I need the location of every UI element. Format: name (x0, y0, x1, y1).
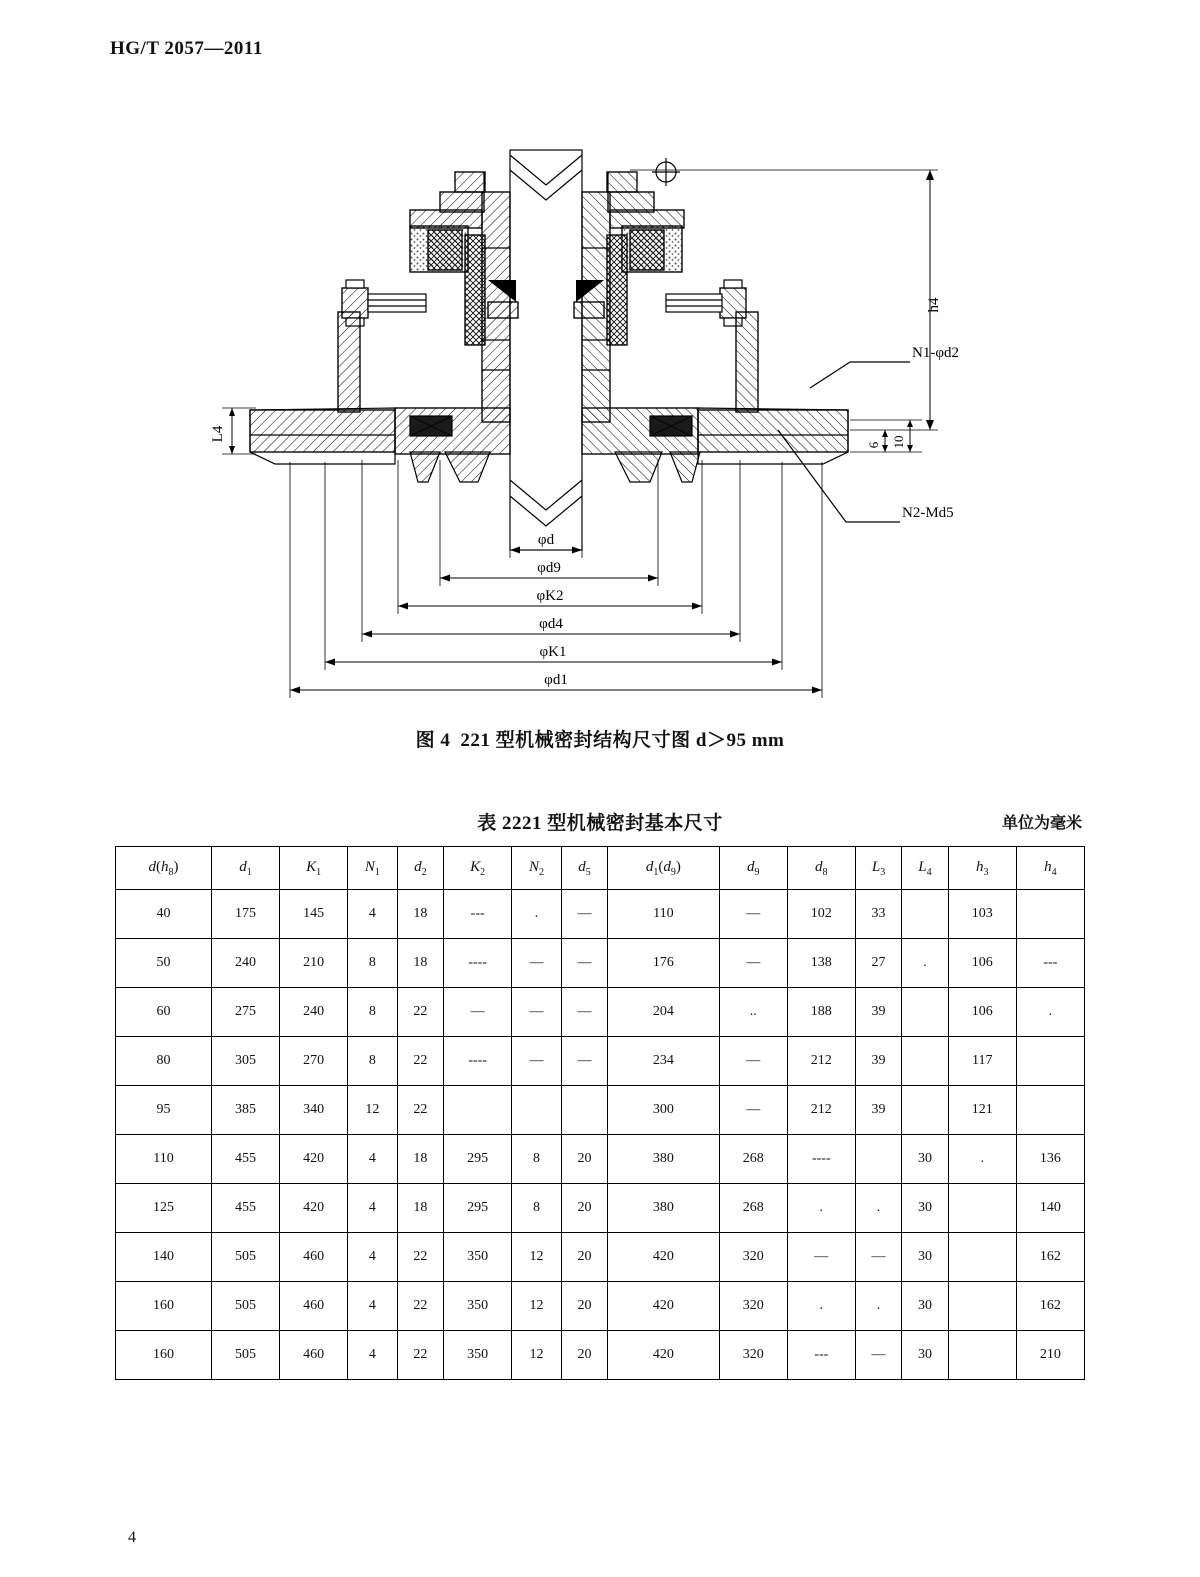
table-cell: 420 (280, 1135, 348, 1184)
table-cell: 22 (397, 988, 443, 1037)
table-row (116, 1135, 1085, 1184)
table-cell: .. (719, 988, 787, 1037)
table-cell: 212 (787, 1037, 855, 1086)
table-cell: 350 (444, 1331, 512, 1380)
label-dim-6: 6 (866, 441, 881, 449)
table-cell: 30 (902, 1184, 948, 1233)
seal-dimensions-table (115, 846, 1085, 1380)
table-cell (902, 1086, 948, 1135)
table-cell: 12 (512, 1282, 562, 1331)
col-d9: $d_9$ (719, 847, 787, 890)
table-cell: 8 (512, 1184, 562, 1233)
table-cell: 39 (855, 1086, 901, 1135)
table-caption-text: 221 型机械密封基本尺寸 (512, 813, 723, 834)
table-cell: . (948, 1135, 1016, 1184)
table-cell: . (855, 1282, 901, 1331)
col-L4: $L_4$ (902, 847, 948, 890)
table-caption-label: 表 2 (477, 813, 512, 834)
table-cell (948, 1184, 1016, 1233)
table-cell: 270 (280, 1037, 348, 1086)
table-cell: 268 (719, 1135, 787, 1184)
table-cell (902, 890, 948, 939)
label-phi-K1: φK1 (539, 644, 567, 660)
table-cell: 12 (348, 1086, 398, 1135)
table-row (116, 1086, 1085, 1135)
table-cell: 80 (116, 1037, 212, 1086)
table-cell: 50 (116, 939, 212, 988)
table-cell: 22 (397, 1331, 443, 1380)
table-cell: 20 (561, 1331, 607, 1380)
table-cell (948, 1233, 1016, 1282)
table-cell: 420 (608, 1331, 719, 1380)
table-cell: — (855, 1233, 901, 1282)
table-cell: --- (1016, 939, 1084, 988)
table-cell: 22 (397, 1086, 443, 1135)
table-row (116, 1184, 1085, 1233)
table-cell (1016, 1037, 1084, 1086)
table-cell: 12 (512, 1233, 562, 1282)
label-L4: L4 (210, 425, 226, 443)
table-cell: 8 (348, 988, 398, 1037)
table-cell: 4 (348, 1184, 398, 1233)
table-cell: — (787, 1233, 855, 1282)
table-cell: 275 (211, 988, 279, 1037)
table-cell: ---- (444, 939, 512, 988)
table-cell: 18 (397, 890, 443, 939)
table-row (116, 890, 1085, 939)
table-cell: 212 (787, 1086, 855, 1135)
table-cell: 30 (902, 1282, 948, 1331)
table-cell: 4 (348, 890, 398, 939)
table-cell: — (512, 939, 562, 988)
table-cell: 106 (948, 939, 1016, 988)
table-cell: 460 (280, 1331, 348, 1380)
table-cell: 27 (855, 939, 901, 988)
table-cell (444, 1086, 512, 1135)
table-cell: 268 (719, 1184, 787, 1233)
table-cell: 33 (855, 890, 901, 939)
table-cell: — (561, 890, 607, 939)
table-cell: — (561, 1037, 607, 1086)
table-cell (512, 1086, 562, 1135)
table-cell: 210 (280, 939, 348, 988)
figure-caption (0, 725, 1200, 752)
label-phi-d4: φd4 (539, 616, 563, 632)
label-phi-d: φd (537, 532, 555, 548)
mechanical-seal-figure (110, 130, 1090, 730)
table-cell: . (787, 1282, 855, 1331)
table-cell: . (855, 1184, 901, 1233)
col-h4: $h_4$ (1016, 847, 1084, 890)
table-cell: 39 (855, 1037, 901, 1086)
table-cell (1016, 890, 1084, 939)
label-n2-md5: N2-Md5 (902, 505, 954, 521)
table-row (116, 1037, 1085, 1086)
col-N1: $N_1$ (348, 847, 398, 890)
figure-caption-label: 图 4 (415, 730, 451, 751)
table-cell: 8 (348, 939, 398, 988)
table-cell: 240 (280, 988, 348, 1037)
table-cell: 140 (116, 1233, 212, 1282)
table-cell: — (855, 1331, 901, 1380)
table-cell: — (719, 939, 787, 988)
table-cell: 4 (348, 1233, 398, 1282)
figure-caption-text: 221 型机械密封结构尺寸图 d＞95 mm (460, 730, 785, 751)
col-L3: $L_3$ (855, 847, 901, 890)
table-cell: 30 (902, 1331, 948, 1380)
table-row (116, 988, 1085, 1037)
table-cell: 420 (280, 1184, 348, 1233)
table-cell: 22 (397, 1037, 443, 1086)
table-cell: 385 (211, 1086, 279, 1135)
table-cell: — (719, 1086, 787, 1135)
table-cell: — (561, 939, 607, 988)
table-cell: 8 (348, 1037, 398, 1086)
table-cell: 204 (608, 988, 719, 1037)
table-cell: 30 (902, 1135, 948, 1184)
table-cell: — (719, 1037, 787, 1086)
table-cell: — (512, 1037, 562, 1086)
table-cell: 110 (116, 1135, 212, 1184)
table-cell: 4 (348, 1331, 398, 1380)
table-cell: 505 (211, 1282, 279, 1331)
table-cell: 20 (561, 1135, 607, 1184)
col-d8: $d_8$ (787, 847, 855, 890)
table-row (116, 1233, 1085, 1282)
table-cell: 22 (397, 1282, 443, 1331)
table-row (116, 1331, 1085, 1380)
table-cell: 39 (855, 988, 901, 1037)
col-N2: $N_2$ (512, 847, 562, 890)
table-cell: 160 (116, 1282, 212, 1331)
table-cell: — (719, 890, 787, 939)
table-cell: . (1016, 988, 1084, 1037)
table-cell: 320 (719, 1282, 787, 1331)
table-cell: --- (787, 1331, 855, 1380)
table-cell (902, 1037, 948, 1086)
table-cell: 300 (608, 1086, 719, 1135)
table-cell: 320 (719, 1331, 787, 1380)
table-cell (948, 1331, 1016, 1380)
table-header-row (116, 847, 1085, 890)
standard-code-header: HG/T 2057—2011 (110, 38, 263, 59)
table-cell: 40 (116, 890, 212, 939)
table-cell (855, 1135, 901, 1184)
table-cell: 18 (397, 1184, 443, 1233)
table-cell: 234 (608, 1037, 719, 1086)
label-n1-phi-d2: N1-φd2 (912, 345, 959, 361)
col-K1: $K_1$ (280, 847, 348, 890)
seal-assembly-drawing (110, 130, 1090, 730)
table-cell: 12 (512, 1331, 562, 1380)
table-cell: 20 (561, 1184, 607, 1233)
table-cell: 18 (397, 1135, 443, 1184)
table-cell: — (561, 988, 607, 1037)
table-cell: 455 (211, 1184, 279, 1233)
table-cell: 295 (444, 1184, 512, 1233)
table-cell: 103 (948, 890, 1016, 939)
table-cell: . (512, 890, 562, 939)
table-cell: — (512, 988, 562, 1037)
table-unit-note: 单位为毫米 (1001, 815, 1082, 832)
table-cell: 188 (787, 988, 855, 1037)
table-cell: 4 (348, 1282, 398, 1331)
table-cell: 30 (902, 1233, 948, 1282)
table-body (116, 890, 1085, 1380)
table-cell: 136 (1016, 1135, 1084, 1184)
table-cell: 210 (1016, 1331, 1084, 1380)
table-cell: 350 (444, 1233, 512, 1282)
table-cell: . (902, 939, 948, 988)
table-cell (1016, 1086, 1084, 1135)
table-cell: 20 (561, 1233, 607, 1282)
table-cell: 4 (348, 1135, 398, 1184)
col-d2: $d_2$ (397, 847, 443, 890)
table-cell: 125 (116, 1184, 212, 1233)
table-cell: 60 (116, 988, 212, 1037)
table-cell: 140 (1016, 1184, 1084, 1233)
table-cell: ---- (787, 1135, 855, 1184)
label-h4: h4 (926, 297, 942, 313)
table-cell (902, 988, 948, 1037)
table-cell: 20 (561, 1282, 607, 1331)
table-cell: 505 (211, 1233, 279, 1282)
table-cell: 121 (948, 1086, 1016, 1135)
table-cell (561, 1086, 607, 1135)
table-cell: 117 (948, 1037, 1016, 1086)
table-cell: 160 (116, 1331, 212, 1380)
table-cell: 145 (280, 890, 348, 939)
label-phi-K2: φK2 (536, 588, 564, 604)
table-cell: 320 (719, 1233, 787, 1282)
table-cell: 162 (1016, 1282, 1084, 1331)
table-cell: 505 (211, 1331, 279, 1380)
table-cell: 18 (397, 939, 443, 988)
table-cell: 102 (787, 890, 855, 939)
table-cell: 22 (397, 1233, 443, 1282)
table-row (116, 939, 1085, 988)
label-phi-d1: φd1 (544, 672, 568, 688)
page-number: 4 (128, 1529, 136, 1546)
table-cell: . (787, 1184, 855, 1233)
table-cell: 138 (787, 939, 855, 988)
table-cell: 106 (948, 988, 1016, 1037)
col-h3: $h_3$ (948, 847, 1016, 890)
table-cell: --- (444, 890, 512, 939)
table-cell: 240 (211, 939, 279, 988)
col-d-h8: $d(h_8)$ (116, 847, 212, 890)
table-row (116, 1282, 1085, 1331)
table-cell: 295 (444, 1135, 512, 1184)
col-d1-d9: $d_1(d_9)$ (608, 847, 719, 890)
table-cell: 176 (608, 939, 719, 988)
label-phi-d9: φd9 (537, 560, 561, 576)
label-dim-10: 10 (891, 435, 906, 449)
col-d5: $d_5$ (561, 847, 607, 890)
table-cell: 420 (608, 1233, 719, 1282)
table-cell: 95 (116, 1086, 212, 1135)
table-cell (948, 1282, 1016, 1331)
table-cell: 460 (280, 1282, 348, 1331)
table-cell: 8 (512, 1135, 562, 1184)
table-cell: 162 (1016, 1233, 1084, 1282)
table-cell: 420 (608, 1282, 719, 1331)
table-cell: 460 (280, 1233, 348, 1282)
table-cell: 380 (608, 1135, 719, 1184)
table-cell: 175 (211, 890, 279, 939)
table-cell: ---- (444, 1037, 512, 1086)
col-K2: $K_2$ (444, 847, 512, 890)
table-cell: 455 (211, 1135, 279, 1184)
table-cell: — (444, 988, 512, 1037)
table-cell: 350 (444, 1282, 512, 1331)
table-cell: 305 (211, 1037, 279, 1086)
table-cell: 340 (280, 1086, 348, 1135)
table-cell: 380 (608, 1184, 719, 1233)
table-cell: 110 (608, 890, 719, 939)
col-d1: $d_1$ (211, 847, 279, 890)
